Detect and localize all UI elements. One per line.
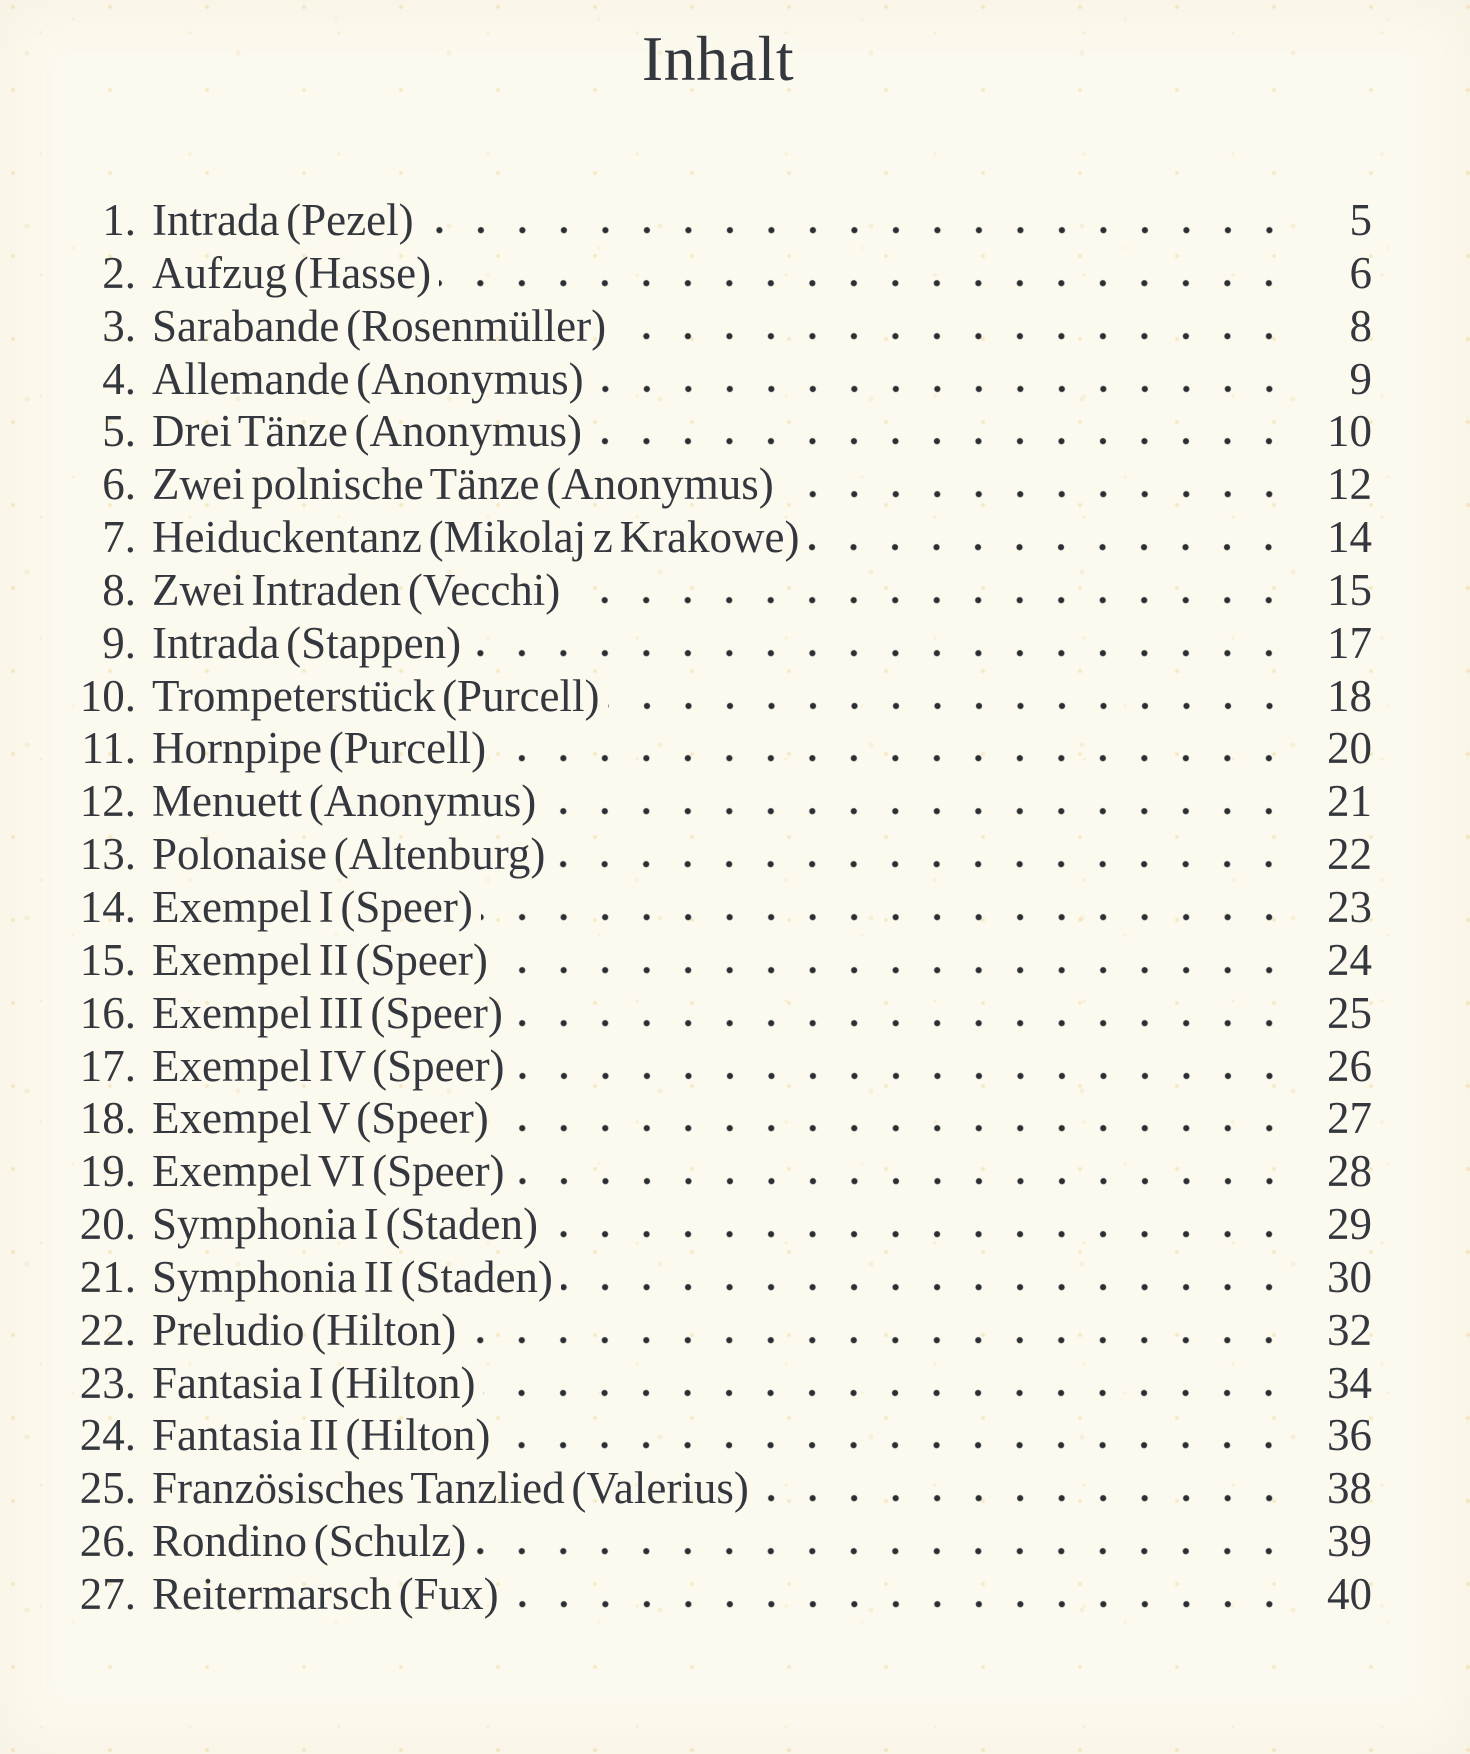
toc-row <box>64 934 1372 987</box>
entry-title: Rondino (Schulz) <box>152 1516 467 1567</box>
entry-number: 25. <box>79 1463 136 1514</box>
toc-row <box>64 353 1372 406</box>
entry-number: 18. <box>79 1093 136 1144</box>
entry-title: Intrada (Pezel) <box>152 195 414 245</box>
toc-row <box>64 722 1372 775</box>
dot-leader <box>546 1198 1274 1251</box>
entry-title: Allemande (Anonymus) <box>152 353 584 404</box>
toc-row <box>64 1092 1372 1145</box>
entry-title: Exempel IV (Speer) <box>152 1040 505 1091</box>
dot-leader <box>608 670 1275 723</box>
toc-row <box>64 1040 1372 1093</box>
dot-leader <box>782 458 1274 511</box>
entry-title: Hornpipe (Purcell) <box>152 723 487 774</box>
entry-title: Reitermarsch (Fux) <box>152 1568 499 1619</box>
entry-number: 6. <box>102 459 136 510</box>
dot-leader <box>439 247 1274 300</box>
entry-title: Exempel I (Speer) <box>152 881 473 932</box>
entry-title: Exempel VI (Speer) <box>152 1146 505 1197</box>
entry-number: 1. <box>102 195 136 245</box>
entry-title: Fantasia I (Hilton) <box>152 1357 476 1408</box>
entry-number: 5. <box>102 406 136 457</box>
entry-number: 14. <box>79 881 136 932</box>
entry-title: Heiduckentanz (Mikolaj z Krakowe) <box>152 512 800 563</box>
entry-page: 34 <box>1327 1357 1372 1408</box>
entry-number: 24. <box>79 1410 136 1461</box>
entry-page: 18 <box>1327 670 1372 721</box>
dot-leader <box>513 1145 1274 1198</box>
entry-page: 8 <box>1349 300 1372 351</box>
entry-page: 26 <box>1327 1040 1372 1091</box>
entry-page: 5 <box>1349 195 1372 245</box>
dot-leader <box>481 881 1274 934</box>
page-title: Inhalt <box>641 23 795 94</box>
entry-page: 40 <box>1327 1568 1372 1619</box>
entry-page: 25 <box>1327 987 1372 1038</box>
entry-number: 21. <box>79 1251 136 1302</box>
entry-title: Exempel II (Speer) <box>152 934 488 985</box>
dot-leader <box>498 1409 1274 1462</box>
entry-number: 9. <box>102 617 136 668</box>
dot-leader <box>511 987 1274 1040</box>
entry-number: 19. <box>79 1146 136 1197</box>
entry-page: 23 <box>1327 881 1372 932</box>
toc-list <box>64 194 1372 1621</box>
toc-row <box>64 670 1372 723</box>
entry-page: 29 <box>1327 1199 1372 1250</box>
entry-page: 24 <box>1327 934 1372 985</box>
entry-number: 17. <box>79 1040 136 1091</box>
entry-page: 14 <box>1327 512 1372 563</box>
toc-row <box>64 617 1372 670</box>
entry-title: Sarabande (Rosenmüller) <box>152 300 607 351</box>
entry-title: Symphonia II (Staden) <box>152 1251 553 1302</box>
entry-title: Aufzug (Hasse) <box>152 247 432 298</box>
entry-title: Zwei polnische Tänze (Anonymus) <box>152 459 774 510</box>
entry-page: 22 <box>1327 829 1372 880</box>
dot-leader <box>614 300 1274 353</box>
entry-page: 9 <box>1349 353 1372 404</box>
dot-leader <box>483 1357 1274 1410</box>
entry-number: 15. <box>79 934 136 985</box>
toc-row <box>64 1462 1372 1515</box>
entry-number: 27. <box>79 1568 136 1619</box>
toc-row <box>64 1304 1372 1357</box>
dot-leader <box>590 405 1274 458</box>
toc-row <box>64 458 1372 511</box>
dot-leader <box>474 1515 1274 1568</box>
dot-leader <box>469 617 1274 670</box>
toc-row <box>64 1568 1372 1621</box>
entry-number: 20. <box>79 1199 136 1250</box>
entry-page: 6 <box>1349 247 1372 298</box>
toc-row <box>64 1251 1372 1304</box>
dot-leader <box>807 511 1274 564</box>
dot-leader <box>568 564 1274 617</box>
entry-number: 10. <box>79 670 136 721</box>
toc-row <box>64 247 1372 300</box>
toc-row <box>64 1198 1372 1251</box>
dot-leader <box>544 775 1274 828</box>
entry-title: Preludio (Hilton) <box>152 1304 457 1355</box>
dot-leader <box>553 828 1274 881</box>
entry-number: 22. <box>79 1304 136 1355</box>
entry-number: 16. <box>79 987 136 1038</box>
entry-page: 12 <box>1327 459 1372 510</box>
entry-title: Exempel III (Speer) <box>152 987 503 1038</box>
entry-number: 7. <box>102 512 136 563</box>
entry-title: Menuett (Anonymus) <box>152 776 537 827</box>
toc-row <box>64 775 1372 828</box>
entry-page: 28 <box>1327 1146 1372 1197</box>
toc-row <box>64 881 1372 934</box>
toc-row <box>64 987 1372 1040</box>
entry-page: 15 <box>1327 564 1372 615</box>
entry-title: Exempel V (Speer) <box>152 1093 489 1144</box>
toc-row <box>64 405 1372 458</box>
entry-page: 39 <box>1327 1516 1372 1567</box>
toc-row <box>64 1409 1372 1462</box>
entry-page: 30 <box>1327 1251 1372 1302</box>
dot-leader <box>422 194 1274 247</box>
entry-title: Französisches Tanzlied (Valerius) <box>152 1463 749 1514</box>
entry-page: 21 <box>1327 776 1372 827</box>
toc-row <box>64 511 1372 564</box>
entry-page: 32 <box>1327 1304 1372 1355</box>
dot-leader <box>494 722 1274 775</box>
entry-title: Zwei Intraden (Vecchi) <box>152 564 561 615</box>
dot-leader <box>757 1462 1274 1515</box>
dot-leader <box>592 353 1274 406</box>
toc-row <box>64 1145 1372 1198</box>
toc-row <box>64 1357 1372 1410</box>
entry-number: 13. <box>79 829 136 880</box>
entry-page: 17 <box>1327 617 1372 668</box>
entry-number: 8. <box>102 564 136 615</box>
entry-number: 26. <box>79 1516 136 1567</box>
toc-row <box>64 300 1372 353</box>
entry-number: 2. <box>102 247 136 298</box>
entry-title: Fantasia II (Hilton) <box>152 1410 491 1461</box>
entry-number: 23. <box>79 1357 136 1408</box>
dot-leader <box>497 1092 1274 1145</box>
entry-page: 10 <box>1327 406 1372 457</box>
entry-page: 36 <box>1327 1410 1372 1461</box>
entry-page: 38 <box>1327 1463 1372 1514</box>
toc-row <box>64 194 1372 247</box>
entry-number: 11. <box>81 723 136 774</box>
entry-page: 20 <box>1327 723 1372 774</box>
entry-number: 12. <box>79 776 136 827</box>
entry-title: Polonaise (Altenburg) <box>152 829 546 880</box>
entry-number: 3. <box>102 300 136 351</box>
toc-row <box>64 1515 1372 1568</box>
entry-title: Drei Tänze (Anonymus) <box>152 406 583 457</box>
toc-row <box>64 564 1372 617</box>
entry-title: Trompeterstück (Purcell) <box>152 670 600 721</box>
entry-number: 4. <box>102 353 136 404</box>
toc-row <box>64 828 1372 881</box>
dot-leader <box>464 1304 1274 1357</box>
entry-page: 27 <box>1327 1093 1372 1144</box>
dot-leader <box>561 1251 1274 1304</box>
entry-title: Symphonia I (Staden) <box>152 1199 538 1250</box>
dot-leader <box>513 1040 1274 1093</box>
dot-leader <box>496 934 1274 987</box>
dot-leader <box>507 1568 1274 1621</box>
entry-title: Intrada (Stappen) <box>152 617 462 668</box>
